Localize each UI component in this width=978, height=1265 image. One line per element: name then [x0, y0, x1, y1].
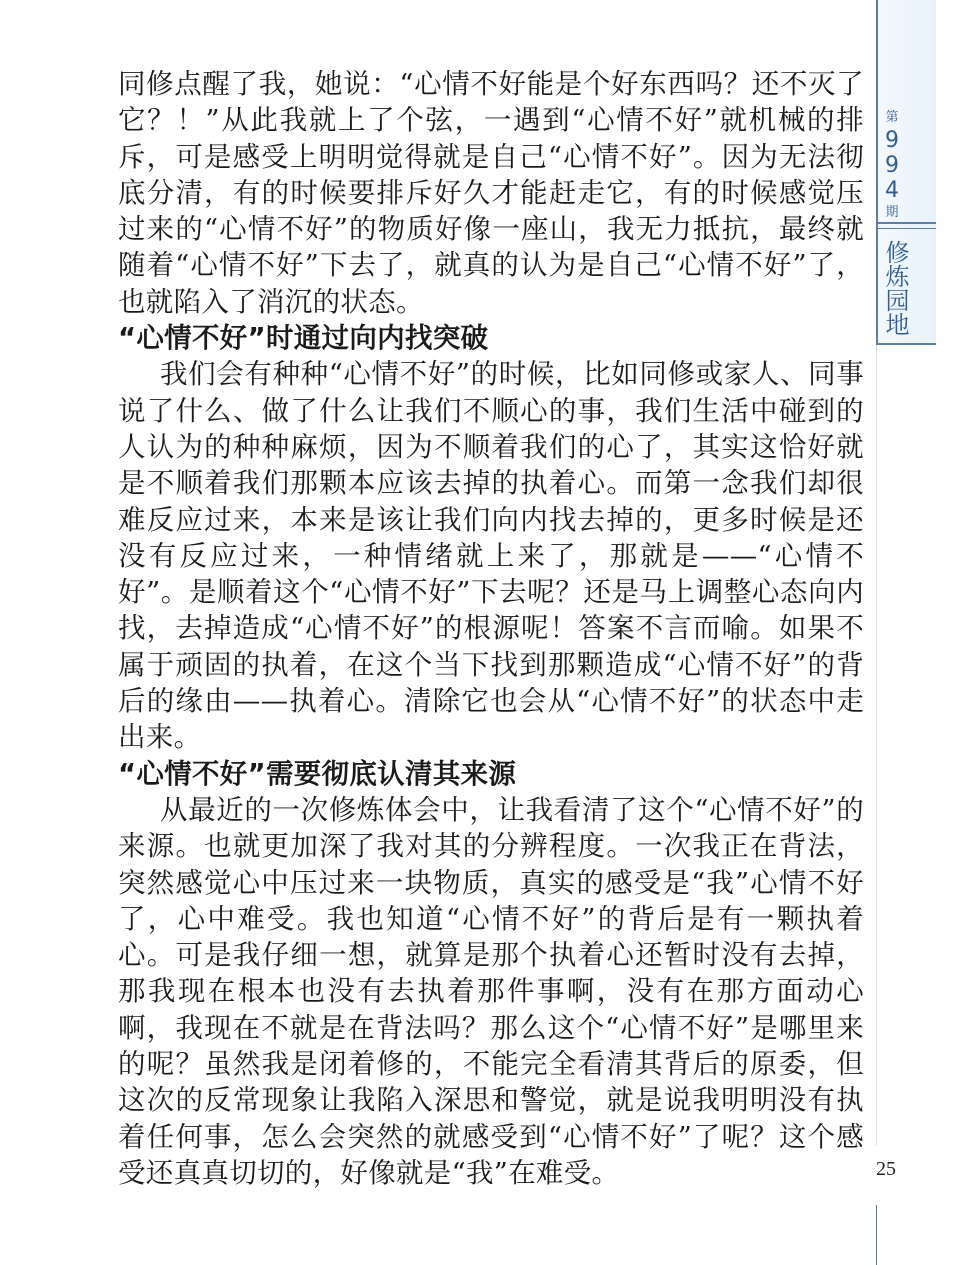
- side-divider-thin: [878, 228, 936, 229]
- issue-digit-2: 9: [885, 153, 899, 178]
- margin-rule: [876, 345, 877, 1145]
- section-heading-2: “心情不好”需要彻底认清其来源: [118, 757, 517, 790]
- side-margin-band: [876, 0, 936, 345]
- section-heading-1: “心情不好”时通过向内找突破: [118, 322, 489, 355]
- issue-suffix: 期: [885, 205, 899, 220]
- side-divider: [878, 222, 936, 224]
- paragraph-3: 从最近的一次修炼体会中，让我看清了这个“心情不好”的来源。也就更加深了我对其的分辨程度。一次我正在背法，突然感觉心中压过来一块物质，真实的感受是“我”心情不好了，心中难受。我也知道“心情不好”的背后是有一颗执着心。可是我仔细一想，就算是那个执着心还暂时没有去掉，那我现在根本也没有去执着那件事啊，没有在那方面动心啊，我现在不就是在背法吗？那么这个“心情不好”是哪里来的呢？虽然我是闭着修的，不能完全看清其背后的原委，但这次的反常现象让我陷入深思和警觉，就是说我明明没有执着任何事，怎么会突然的就感受到“心情不好”了呢？这个感受还真真切切的，好像就是“我”在难受。: [118, 793, 864, 1189]
- paragraph-1: 同修点醒了我，她说：“心情不好能是个好东西吗？还不灭了它？！”从此我就上了个弦，一遇到“心情不好”就机械的排斥，可是感受上明明觉得就是自己“心情不好”。因为无法彻底分清，有的时候要排斥好久才能赶走它，有的时候感觉压过来的“心情不好”的物质好像一座山，我无力抵抗，最终就随着“心情不好”下去了，就真的认为是自己“心情不好”了，也就陷入了消沉的状态。: [118, 68, 864, 318]
- page-number: 25: [876, 1158, 896, 1180]
- issue-digit-1: 9: [885, 128, 899, 153]
- issue-digit-3: 4: [885, 178, 899, 203]
- issue-prefix: 第: [885, 110, 899, 125]
- column-title: 修炼园地: [881, 240, 909, 336]
- issue-number: [878, 108, 906, 223]
- paragraph-2: 我们会有种种“心情不好”的时候，比如同修或家人、同事说了什么、做了什么让我们不顺心的事，我们生活中碰到的人认为的种种麻烦，因为不顺着我们的心了，其实这恰好就是不顺着我们那颗本应该去掉的执着心。而第一念我们却很难反应过来，本来是该让我们向内找去掉的，更多时候是还没有反应过来，一种情绪就上来了，那就是——“心情不好”。是顺着这个“心情不好”下去呢？还是马上调整心态向内找，去掉造成“心情不好”的根源呢！答案不言而喻。如果不属于顽固的执着，在这个当下找到那颗造成“心情不好”的背后的缘由——执着心。清除它也会从“心情不好”的状态中走出来。: [118, 358, 864, 754]
- article-body: [118, 66, 864, 1191]
- margin-rule-bottom: [876, 1205, 877, 1265]
